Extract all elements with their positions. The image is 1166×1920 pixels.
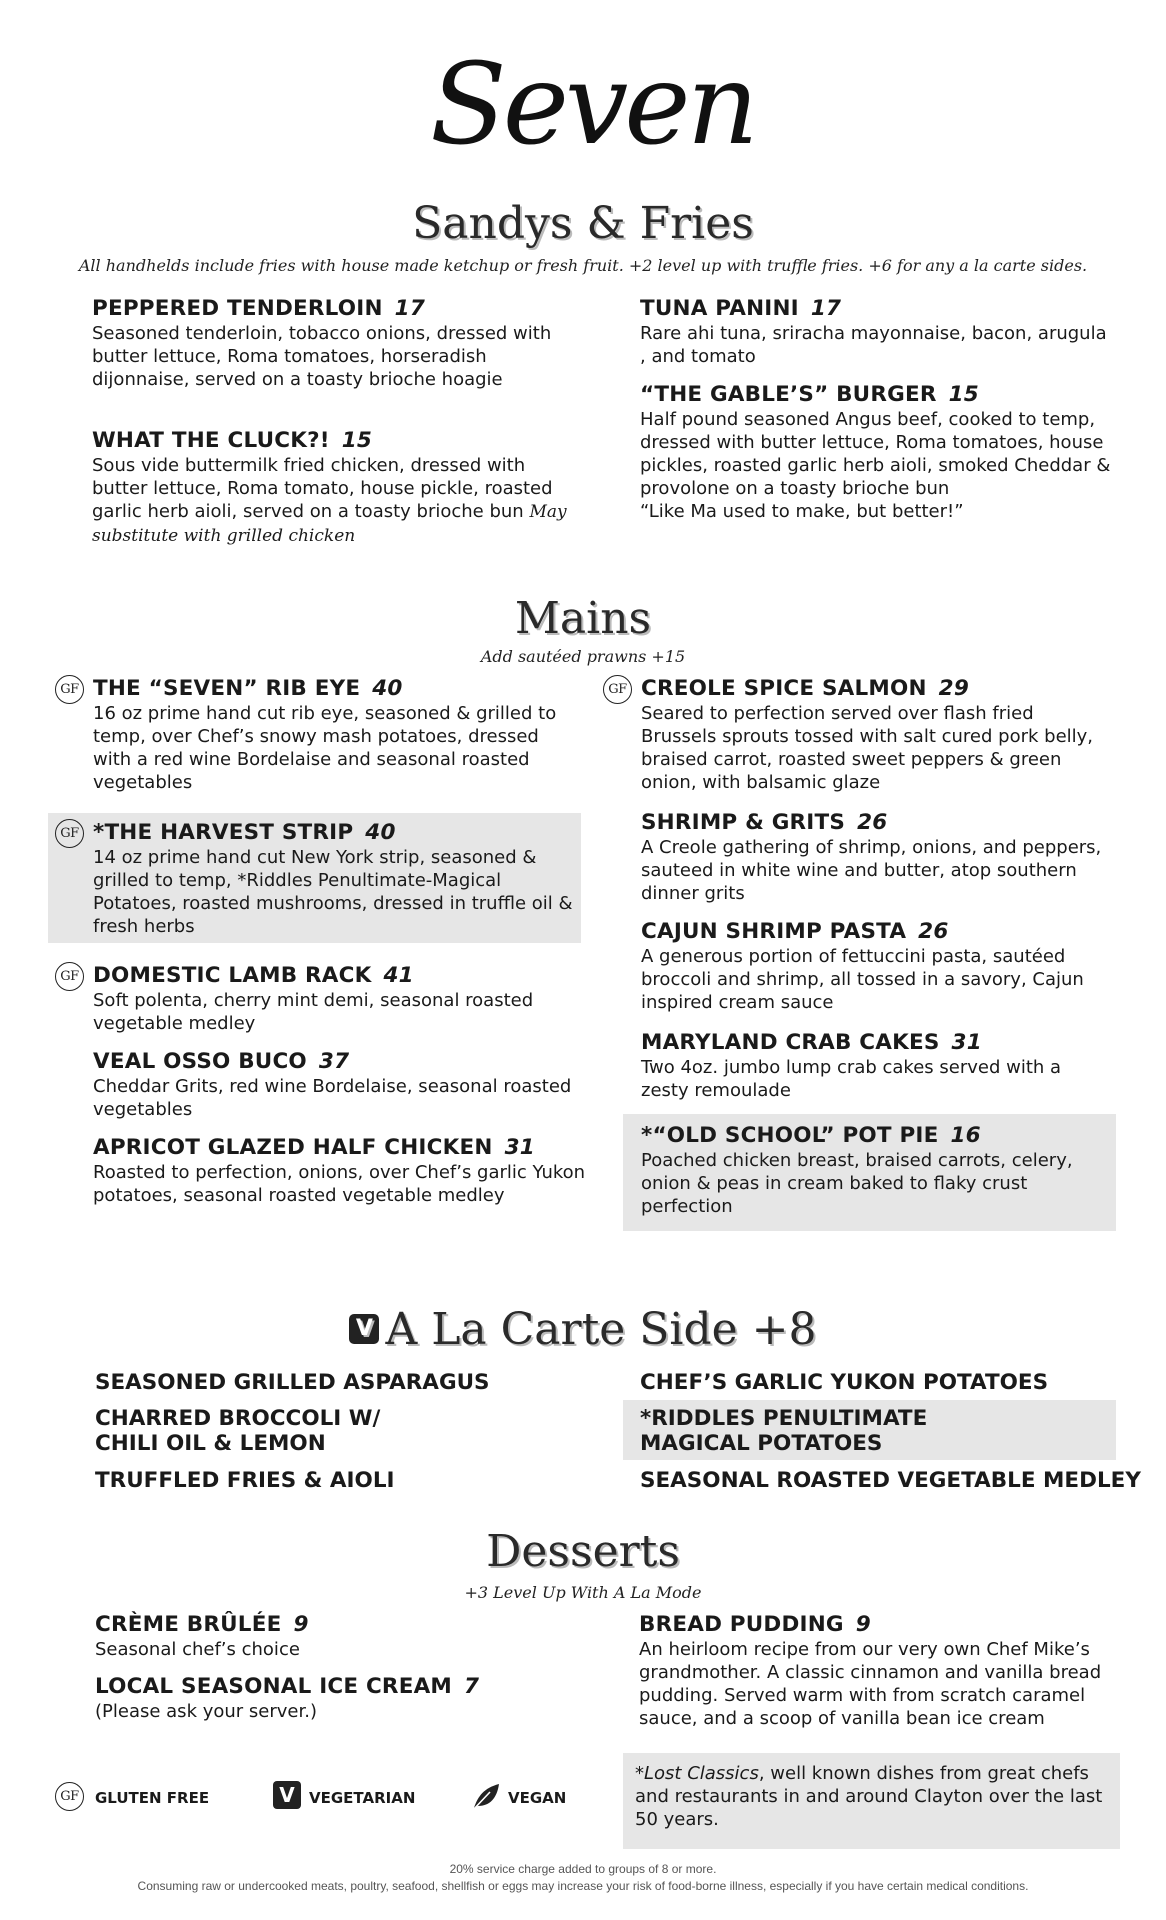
item-price: 41 [383, 963, 414, 988]
menu-item-apricot-chicken [93, 1135, 593, 1207]
side-item-riddles: *RIDDLES PENULTIMATE [640, 1406, 928, 1431]
gluten-free-icon: GF [55, 819, 84, 848]
footer-health-warning: Consuming raw or undercooked meats, poultry, seafood, shellfish or eggs may increase your risk of food-borne illness, especially if you have certain medical conditions. [137, 1879, 1029, 1893]
item-name: THE “SEVEN” RIB EYE [93, 676, 361, 701]
item-price: 26 [918, 919, 949, 944]
menu-item-what-the-cluck [92, 428, 572, 548]
item-description: Seared to perfection served over flash fried Brussels sprouts tossed with salt cured pork belly, braised carrot, roasted sweet peppers & green onion, with balsamic glaze [641, 703, 1094, 793]
item-description: Two 4oz. jumbo lump crab cakes served with a zesty remoulade [641, 1057, 1062, 1101]
menu-item-peppered-tenderloin [92, 296, 562, 391]
side-item-broccoli: CHARRED BROCCOLI W/ [95, 1406, 381, 1431]
item-name: CREOLE SPICE SALMON [641, 676, 927, 701]
menu-item-cajun-pasta [641, 919, 1111, 1014]
menu-item-tuna-panini [640, 296, 1110, 368]
side-item-riddles-line2: MAGICAL POTATOES [640, 1431, 883, 1456]
gluten-free-icon: GF [603, 675, 632, 704]
menu-item-crab-cakes [641, 1030, 1111, 1102]
menu-item-pot-pie [641, 1123, 1111, 1218]
item-description: Seasoned tenderloin, tobacco onions, dressed with butter lettuce, Roma tomatoes, horseradish dijonnaise, served on a toasty brioche hoagie [92, 323, 552, 390]
item-price: 17 [810, 296, 842, 321]
side-item-asparagus: SEASONED GRILLED ASPARAGUS [95, 1370, 490, 1395]
item-price: 29 [938, 676, 969, 701]
legend-vegetarian: VEGETARIAN [309, 1789, 416, 1807]
menu-item-bread-pudding [639, 1612, 1129, 1730]
lost-classics-text: , well known dishes from great chefs and restaurants in and around Clayton over the last 50 years. [635, 1763, 1103, 1830]
gluten-free-icon: GF [55, 1782, 84, 1811]
item-quote: “Like Ma used to make, but better!” [640, 501, 964, 522]
item-description: Cheddar Grits, red wine Bordelaise, seasonal roasted vegetables [93, 1076, 572, 1120]
lost-classics-note [635, 1762, 1105, 1831]
item-price: 16 [950, 1123, 981, 1148]
section-title-desserts: Desserts [486, 1526, 680, 1577]
item-description: Roasted to perfection, onions, over Chef’s garlic Yukon potatoes, seasonal roasted vegetable medley [93, 1162, 586, 1206]
side-item-broccoli-line2: CHILI OIL & LEMON [95, 1431, 326, 1456]
vegetarian-icon: V [273, 1781, 301, 1809]
item-description: A Creole gathering of shrimp, onions, and peppers, sauteed in white wine and butter, atop southern dinner grits [641, 837, 1102, 904]
menu-item-creole-salmon [641, 676, 1111, 794]
item-name: BREAD PUDDING [639, 1612, 844, 1637]
gluten-free-icon: GF [55, 675, 84, 704]
item-name: APRICOT GLAZED HALF CHICKEN [93, 1135, 493, 1160]
item-name: “THE GABLE’S” BURGER [640, 382, 937, 407]
item-price: 17 [394, 296, 425, 321]
menu-item-ice-cream [95, 1674, 575, 1723]
item-price: 37 [318, 1049, 350, 1074]
section-title-sides-text: A La Carte Side +8 [385, 1304, 817, 1355]
item-description: Rare ahi tuna, sriracha mayonnaise, bacon, arugula , and tomato [640, 323, 1107, 367]
item-name: DOMESTIC LAMB RACK [93, 963, 372, 988]
item-description: 14 oz prime hand cut New York strip, seasoned & grilled to temp, *Riddles Penultimate-Magical Potatoes, roasted mushrooms, dressed in truffle oil & fresh herbs [93, 847, 573, 937]
item-name: WHAT THE CLUCK?! [92, 428, 330, 453]
gluten-free-icon: GF [55, 962, 84, 991]
item-description: Sous vide buttermilk fried chicken, dressed with butter lettuce, Roma tomato, house pickle, roasted garlic herb aioli, served on a toasty brioche bun [92, 455, 553, 522]
item-description: Seasonal chef’s choice [95, 1639, 300, 1660]
item-description: An heirloom recipe from our very own Chef Mike’s grandmother. A classic cinnamon and vanilla bread pudding. Served warm with from scratch caramel sauce, and a scoop of vanilla bean ice cream [639, 1639, 1102, 1729]
item-name: PEPPERED TENDERLOIN [92, 296, 383, 321]
menu-item-shrimp-grits [641, 810, 1111, 905]
menu-item-harvest-strip [93, 820, 573, 938]
lost-classics-term: *Lost Classics [635, 1763, 759, 1784]
item-price: 31 [951, 1030, 982, 1055]
item-price: 9 [293, 1612, 309, 1637]
menu-item-rib-eye [93, 676, 573, 794]
menu-item-gables-burger [640, 382, 1120, 523]
item-price: 40 [372, 676, 403, 701]
restaurant-logo: Seven [430, 40, 755, 170]
legend-gluten-free: GLUTEN FREE [95, 1789, 210, 1807]
item-name: CRÈME BRÛLÉE [95, 1612, 282, 1637]
side-item-yukon-potatoes: CHEF’S GARLIC YUKON POTATOES [640, 1370, 1049, 1395]
vegan-leaf-icon [470, 1780, 502, 1812]
section-title-sides [0, 1304, 1166, 1355]
item-name: *THE HARVEST STRIP [93, 820, 354, 845]
section-note-desserts: +3 Level Up With A La Mode [464, 1583, 702, 1602]
item-name: TUNA PANINI [640, 296, 799, 321]
menu-item-lamb-rack [93, 963, 573, 1035]
item-description: (Please ask your server.) [95, 1701, 317, 1722]
item-price: 9 [855, 1612, 871, 1637]
item-note: May substitute with grilled chicken [92, 502, 567, 546]
item-description: A generous portion of fettuccini pasta, sautéed broccoli and shrimp, all tossed in a savory, Cajun inspired cream sauce [641, 946, 1084, 1013]
item-price: 40 [365, 820, 396, 845]
item-description: Half pound seasoned Angus beef, cooked to temp, dressed with butter lettuce, Roma tomatoes, house pickles, roasted garlic herb aioli, smoked Cheddar & provolone on a toasty brioche bun [640, 409, 1111, 499]
vegetarian-icon: V [349, 1314, 379, 1344]
item-price: 31 [504, 1135, 535, 1160]
item-name: LOCAL SEASONAL ICE CREAM [95, 1674, 453, 1699]
menu-item-creme-brulee [95, 1612, 575, 1661]
section-title-sandys: Sandys & Fries [412, 198, 754, 249]
section-note-mains: Add sautéed prawns +15 [480, 647, 686, 666]
item-name: MARYLAND CRAB CAKES [641, 1030, 940, 1055]
menu-item-osso-buco [93, 1049, 573, 1121]
item-name: SHRIMP & GRITS [641, 810, 846, 835]
side-item-vegetable-medley: SEASONAL ROASTED VEGETABLE MEDLEY [640, 1468, 1141, 1493]
section-title-mains: Mains [514, 593, 652, 644]
legend-vegan: VEGAN [508, 1789, 567, 1807]
item-description: 16 oz prime hand cut rib eye, seasoned & grilled to temp, over Chef’s snowy mash potatoes, dressed with a red wine Bordelaise and seasonal roasted vegetables [93, 703, 557, 793]
item-name: VEAL OSSO BUCO [93, 1049, 307, 1074]
item-description: Soft polenta, cherry mint demi, seasonal roasted vegetable medley [93, 990, 534, 1034]
section-note-sandys: All handhelds include fries with house made ketchup or fresh fruit. +2 level up with truffle fries. +6 for any a la carte sides. [78, 256, 1088, 275]
item-name: CAJUN SHRIMP PASTA [641, 919, 907, 944]
item-name: *“OLD SCHOOL” POT PIE [641, 1123, 939, 1148]
item-price: 15 [948, 382, 979, 407]
item-price: 7 [464, 1674, 480, 1699]
item-price: 15 [341, 428, 373, 453]
footer-service-charge: 20% service charge added to groups of 8 or more. [449, 1862, 717, 1876]
item-price: 26 [857, 810, 888, 835]
item-description: Poached chicken breast, braised carrots, celery, onion & peas in cream baked to flaky crust perfection [641, 1150, 1073, 1217]
side-item-truffled-fries: TRUFFLED FRIES & AIOLI [95, 1468, 395, 1493]
